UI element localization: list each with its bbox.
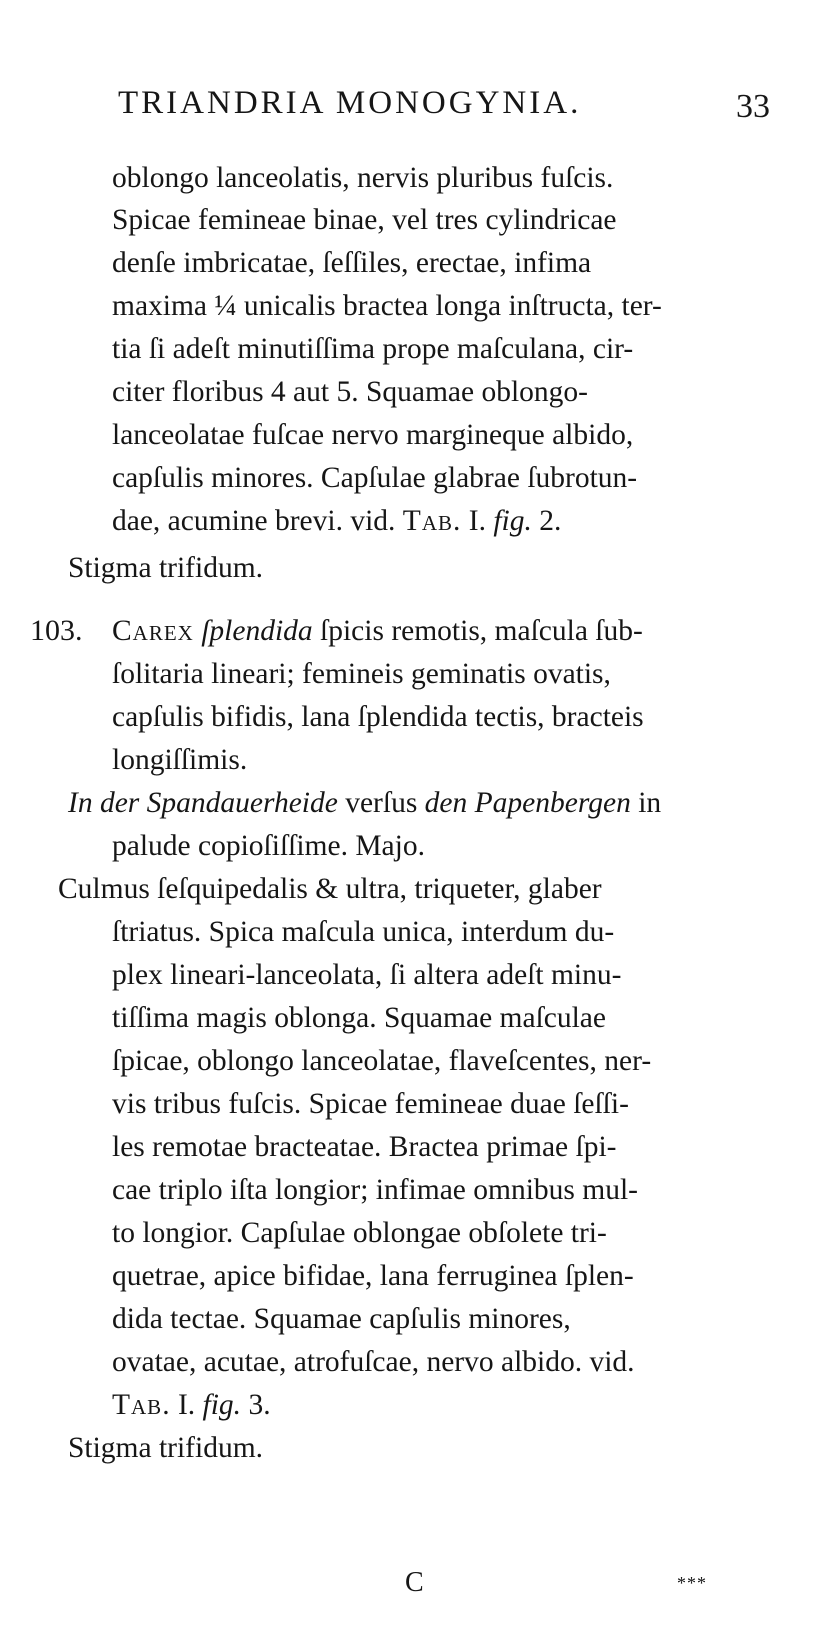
stigma-note: Stigma trifidum. [68, 1432, 264, 1464]
habitat-line: In der Spandauerheide verſus den Papenbergen in [68, 787, 662, 819]
stigma-note: Stigma trifidum. [68, 552, 264, 584]
signature-mark: *** [677, 1573, 707, 1593]
species-name: ſplendida [201, 615, 313, 647]
text-line: capſulis bifidis, lana ſplendida tectis, bracteis [112, 701, 644, 733]
locality: den Papenbergen [424, 787, 631, 819]
locality: In der Spandauerheide [68, 787, 338, 819]
fraction: ¼ [214, 290, 237, 322]
text-line: Culmus ſeſquipedalis & ultra, triqueter, glaber [58, 873, 602, 905]
text-line: les remotae bracteatae. Bractea primae ſpi- [112, 1131, 617, 1163]
plate-reference: Tab. [112, 1389, 171, 1421]
figure-reference: fig. [202, 1389, 242, 1421]
text-line: Spicae femineae binae, vel tres cylindricae [112, 204, 617, 236]
text-line: ſpicae, oblongo lanceolatae, flaveſcentes, ner- [112, 1045, 652, 1077]
text-line: ovatae, acutae, atrofuſcae, nervo albido. vid. [112, 1346, 635, 1378]
running-head: TRIANDRIA MONOGYNIA. [118, 85, 582, 121]
text-line: citer floribus 4 aut 5. Squamae oblongo- [112, 376, 588, 408]
text-line: longiſſimis. [112, 744, 248, 776]
text-line: palude copioſiſſime. Majo. [112, 830, 425, 862]
text-line: oblongo lanceolatis, nervis pluribus fuſcis. [112, 162, 614, 194]
text-line: tiſſima magis oblonga. Squamae maſculae [112, 1002, 606, 1034]
text-line: tia ſi adeſt minutiſſima prope maſculana, cir- [112, 333, 634, 365]
entry-number: 103. [30, 614, 83, 647]
text-line: to longior. Capſulae oblongae obſolete tri- [112, 1217, 607, 1249]
text-line: cae triplo iſta longior; infimae omnibus mul- [112, 1174, 638, 1206]
text-line: vis tribus fuſcis. Spicae femineae duae ſeſſi- [112, 1088, 629, 1120]
text-line: dida tectae. Squamae capſulis minores, [112, 1303, 571, 1335]
text-line: plex lineari-lanceolata, ſi altera adeſt minu- [112, 959, 622, 991]
text-line: maxima ¼ unicalis bractea longa inſtructa, ter- [112, 290, 662, 322]
text-line: ſolitaria lineari; femineis geminatis ovatis, [112, 658, 611, 690]
text-line: dae, acumine brevi. vid. Tab. I. fig. 2. [112, 505, 562, 537]
genus-name: Carex [112, 615, 194, 647]
text-line: lanceolatae fuſcae nervo margineque albido, [112, 419, 634, 451]
text-line: quetrae, apice bifidae, lana ferruginea ſplen- [112, 1260, 634, 1292]
catchword: C [405, 1567, 424, 1598]
plate-reference: Tab. [402, 505, 462, 537]
text-line: capſulis minores. Capſulae glabrae ſubrotun- [112, 462, 638, 494]
page-header [118, 78, 770, 128]
text-line: ſtriatus. Spica maſcula unica, interdum du- [112, 916, 615, 948]
figure-reference: fig. [493, 505, 532, 537]
text-line: denſe imbricatae, ſeſſiles, erectae, infima [112, 247, 592, 279]
text-line: Tab. I. fig. 3. [112, 1389, 271, 1421]
species-diagnosis-line: Carex ſplendida ſpicis remotis, maſcula ſub- [112, 615, 643, 647]
page-number: 33 [736, 88, 770, 125]
